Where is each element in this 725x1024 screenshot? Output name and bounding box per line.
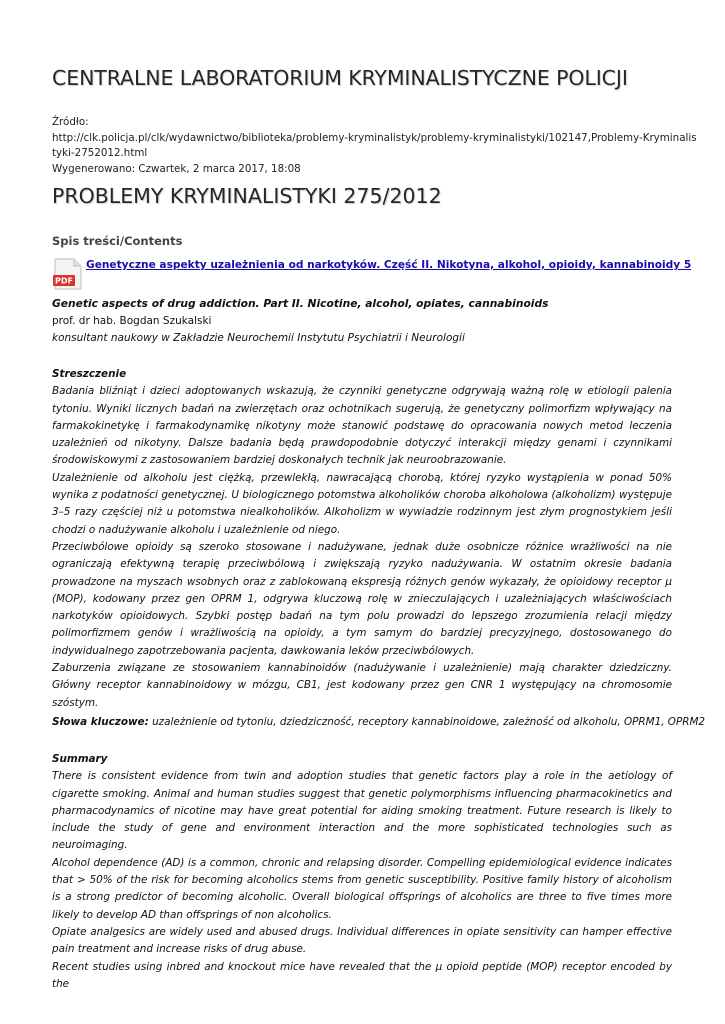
page-title: CENTRALNE LABORATORIUM KRYMINALISTYCZNE POLICJI [52, 66, 628, 90]
keywords [52, 716, 705, 728]
article-title-en: Genetic aspects of drug addiction. Part II. Nicotine, alcohol, opiates, cannabinoids [52, 297, 549, 310]
streszczenie-section [52, 366, 672, 712]
source-url-line2[interactable]: tyki-2752012.html [52, 147, 148, 159]
article-affiliation: konsultant naukowy w Zakładzie Neurochemii Instytutu Psychiatrii i Neurologii [52, 332, 465, 344]
generated-date: Wygenerowano: Czwartek, 2 marca 2017, 18:08 [52, 162, 301, 175]
toc-article-link[interactable]: Genetyczne aspekty uzależnienia od narkotyków. Część II. Nikotyna, alkohol, opioidy, kannabinoidy 5 [86, 259, 692, 271]
summary-paragraph: Opiate analgesics are widely used and abused drugs. Individual differences in opiate sensitivity can hamper effective pain treatment and increase risks of drug abuse. [52, 925, 672, 956]
streszczenie-paragraph: Zaburzenia związane ze stosowaniem kannabinoidów (nadużywanie i uzależnienie) mają charakter dziedziczny. Główny receptor kannabinoidowy w mózgu, CB1, jest kodowany przez gen CNR 1 występujący na chromosomie szóstym. [52, 662, 672, 709]
article-author: prof. dr hab. Bogdan Szukalski [52, 315, 212, 327]
summary-paragraph: Recent studies using inbred and knockout mice have revealed that the μ opioid peptide (MOP) receptor encoded by the [52, 960, 672, 990]
toc-title: Spis treści/Contents [52, 234, 183, 248]
summary-paragraph: Alcohol dependence (AD) is a common, chronic and relapsing disorder. Compelling epidemiological evidence indicates that > 50% of the risk for becoming alcoholics stems from genetic susceptibility. Positive family history of alcoholism is a strong predictor of becoming alcoholic. Overall biological offsprings of alcoholics are three to five times more likely to develop AD than offsprings of non alcoholics. [52, 856, 672, 921]
keywords-text: uzależnienie od tytoniu, dziedziczność, receptory kannabinoidowe, zależność od alkoholu, OPRM1, OPRM2 [148, 716, 706, 728]
keywords-label: Słowa kluczowe: [52, 716, 149, 728]
summary-paragraph: There is consistent evidence from twin and adoption studies that genetic factors play a role in the aetiology of cigarette smoking. Animal and human studies suggest that genetic polymorphisms influencing pharmacokinetics and pharmacodynamics of nicotine may have great potential for aiding smoking treatment. Future research is likely to include the study of gene and environment interaction and the more sophisticated technologies such as neuroimaging. [52, 770, 672, 852]
source-url-line1[interactable]: http://clk.policja.pl/clk/wydawnictwo/biblioteka/problemy-kryminalistyk/problemy-kryminalistyki/102147,Problemy-Kryminalis [52, 131, 697, 144]
summary-section [52, 751, 672, 993]
issue-title: PROBLEMY KRYMINALISTYKI 275/2012 [52, 184, 442, 208]
streszczenie-paragraph: Uzależnienie od alkoholu jest ciężką, przewlekłą, nawracającą chorobą, której ryzyko wystąpienia w ponad 50% wynika z podatności genetycznej. U biologicznego potomstwa alkoholików choroba alkoholowa (alkoholizm) występuje 3–5 razy częściej niż u potomstwa niealkoholików. Alkoholizm w wywiadzie rodzinnym jest złym prognostykiem jeśli chodzi o nadużywanie alkoholu i uzależnienie od niego. [52, 471, 672, 536]
streszczenie-paragraph: Badania bliźniąt i dzieci adoptowanych wskazują, że czynniki genetyczne odgrywają ważną rolę w etiologii palenia tytoniu. Wyniki licznych badań na zwierzętach oraz ochotnikach sugerują, że genetyczny polimorfizm wpływający na farmakokinetykę i farmakodynamikę nikotyny może stanowić podstawę do opracowania nowych metod leczenia uzależnień od nikotyny. Dalsze badania będą prawdopodobnie dotyczyć interakcji między genami i czynnikami środowiskowymi z zastosowaniem bardziej doskonałych technik jak neuroobrazowanie. [52, 385, 672, 467]
summary-heading: Summary [52, 753, 108, 765]
pdf-icon-label: PDF [55, 276, 73, 286]
source-label: Źródło: [52, 116, 89, 128]
pdf-icon[interactable] [52, 258, 84, 290]
streszczenie-heading: Streszczenie [52, 368, 127, 380]
source-block [52, 115, 697, 177]
streszczenie-paragraph: Przeciwbólowe opioidy są szeroko stosowane i nadużywane, jednak duże osobnicze różnice wrażliwości na nie ograniczają efektywną terapię przeciwbólową i zwiększają ryzyko nadużywania. W ostatnim okresie badania prowadzone na myszach wsobnych oraz z zablokowaną ekspresją różnych genów wykazały, że opioidowy receptor μ (MOP), kodowany przez gen OPRM 1, odgrywa kluczową rolę w znieczulających i uzależniających właściwościach narkotyków opioidowych. Szybki postęp badań na tym polu prowadzi do lepszego zrozumienia relacji między polimorfizmem genów i wrażliwością na opioidy, a tym samym do bardziej precyzyjnego, dostosowanego do indywidualnego zapotrzebowania pacjenta, dawkowania leków przeciwbólowych. [52, 540, 672, 657]
